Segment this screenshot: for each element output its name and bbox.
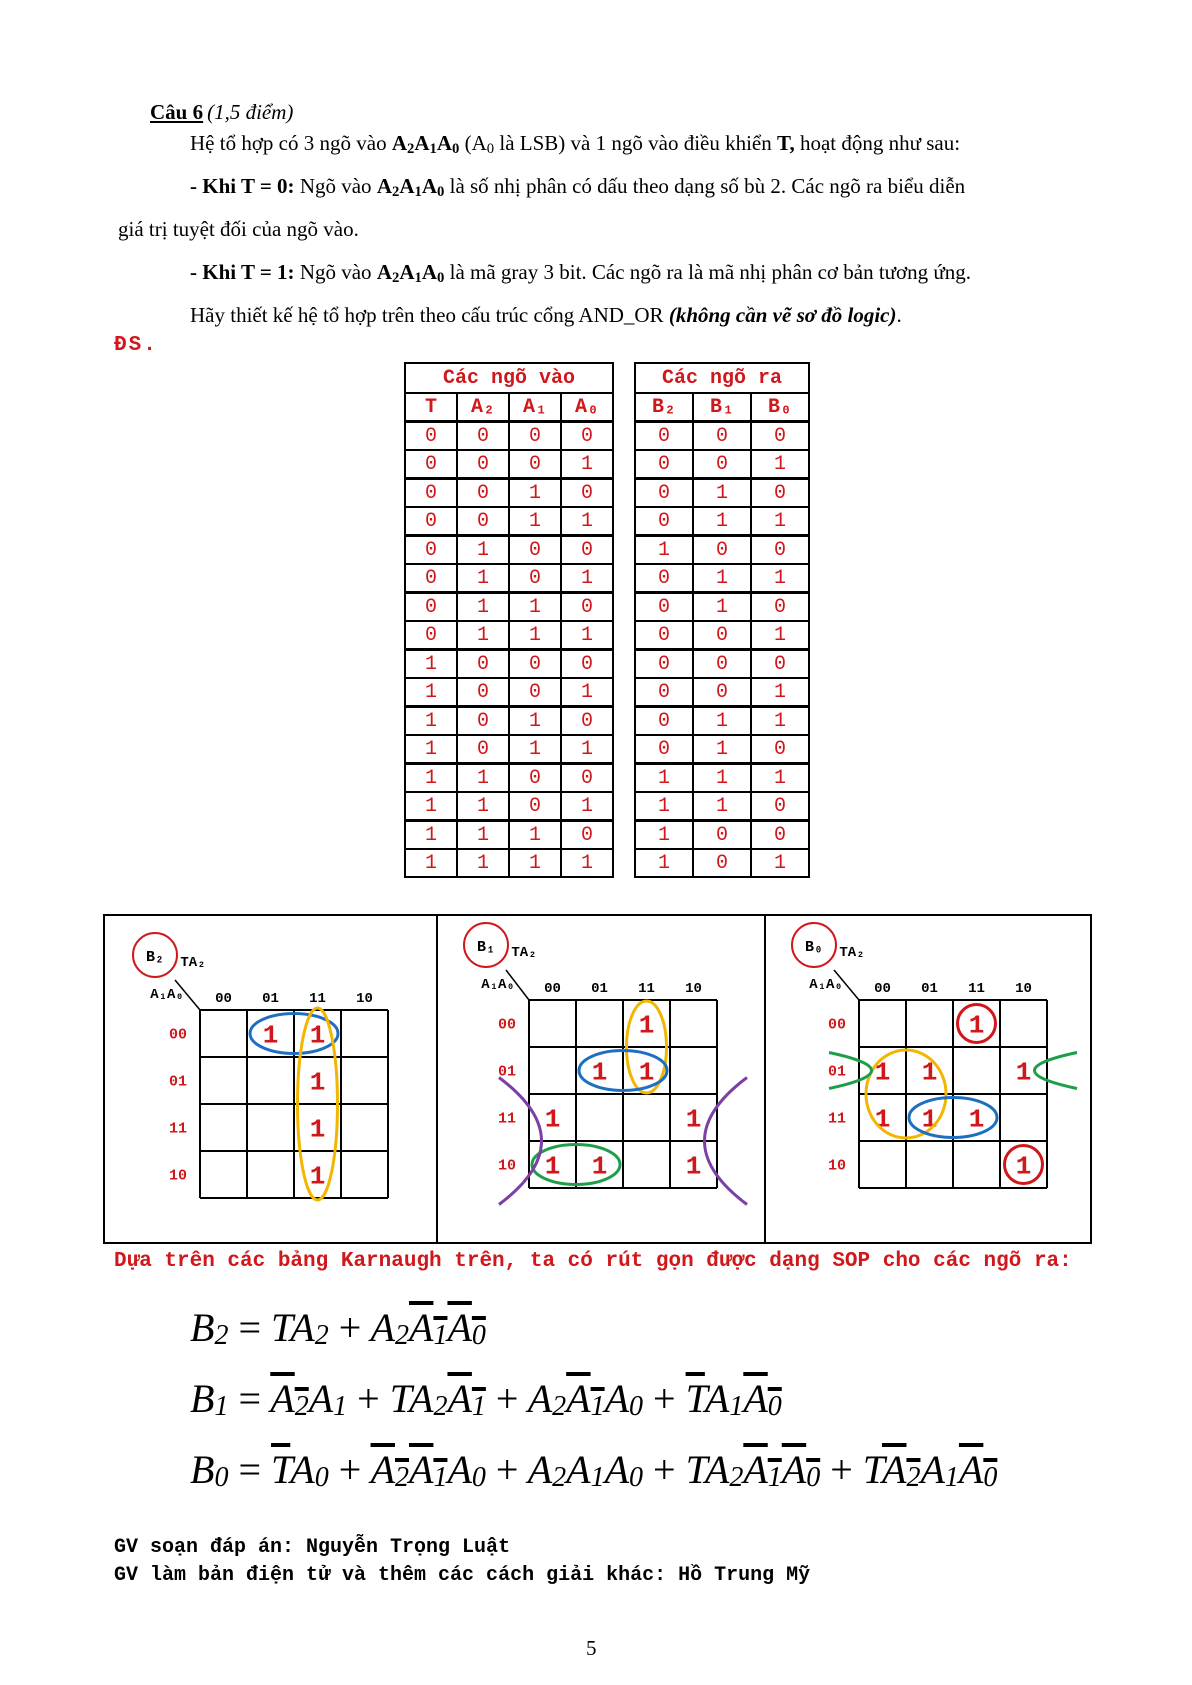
table-cell: 0: [405, 422, 457, 451]
table-cell: 0: [751, 821, 809, 850]
table-cell: 0: [635, 450, 693, 479]
table-cell: 0: [509, 536, 561, 565]
table-row: [405, 764, 809, 793]
case-t0: - Khi T = 0: Ngõ vào $A_2A_1A_0$ là số nhị phân có dấu theo dạng số bù 2. Các ngõ ra biểu diễn: [190, 174, 966, 200]
table-cell: 1: [561, 735, 613, 764]
kmap-row-var: A₁A₀: [481, 977, 515, 993]
kmap-row-label: 00: [168, 1026, 188, 1044]
group-wrap-arc: [1035, 1053, 1078, 1089]
table-cell: 1: [635, 821, 693, 850]
kmap-row-label: 01: [168, 1073, 188, 1091]
kmap-output-label: B₂: [145, 949, 165, 966]
table-row: [405, 564, 809, 593]
kmap-one: 1: [968, 1010, 985, 1041]
kmap-row-label: 11: [827, 1110, 847, 1128]
table-cell: 0: [693, 536, 751, 565]
kmap-one: 1: [309, 1020, 326, 1051]
table-cell: 1: [405, 650, 457, 679]
col-header: B₂: [635, 393, 693, 422]
table-cell: 1: [635, 792, 693, 821]
table-cell: 0: [561, 536, 613, 565]
case-t0-cont: giá trị tuyệt đối của ngõ vào.: [118, 217, 359, 241]
table-cell: 1: [693, 479, 751, 508]
table-cell: 0: [635, 678, 693, 707]
table-cell: 0: [635, 735, 693, 764]
table-cell: 0: [635, 593, 693, 622]
table-cell: 1: [561, 792, 613, 821]
table-cell: 1: [561, 450, 613, 479]
table-cell: 0: [405, 507, 457, 536]
table-cell: 0: [509, 678, 561, 707]
table-row: [405, 650, 809, 679]
table-cell: 1: [457, 593, 509, 622]
kmap-row-label: 11: [168, 1120, 188, 1138]
table-cell: 1: [561, 507, 613, 536]
table-cell: 1: [693, 792, 751, 821]
kmap-one: 1: [685, 1151, 702, 1182]
table-cell: 1: [509, 821, 561, 850]
table-row: [405, 735, 809, 764]
table-cell: 1: [561, 678, 613, 707]
table-row: [405, 507, 809, 536]
kmap-one: 1: [591, 1151, 608, 1182]
table-cell: 1: [457, 621, 509, 650]
table-row: [405, 479, 809, 508]
kmap-one: 1: [262, 1020, 279, 1051]
table-row: [405, 849, 809, 877]
table-row: [405, 536, 809, 565]
kmap-one: 1: [685, 1104, 702, 1135]
table-cell: 0: [405, 450, 457, 479]
kmap-one: 1: [309, 1161, 326, 1192]
kmap-col-label: 10: [1015, 981, 1032, 997]
table-cell: 1: [509, 479, 561, 508]
table-cell: 1: [457, 849, 509, 877]
table-cell: 0: [509, 450, 561, 479]
table-cell: 1: [457, 536, 509, 565]
truth-table: [404, 362, 810, 878]
table-cell: 1: [693, 707, 751, 736]
col-header: B₁: [693, 393, 751, 422]
table-cell: 0: [635, 507, 693, 536]
kmap-row-label: 11: [497, 1110, 517, 1128]
kmap-one: 1: [968, 1104, 985, 1135]
kmap-col-label: 10: [685, 981, 702, 997]
kmap-row-label: 00: [497, 1016, 517, 1034]
table-cell: 1: [457, 764, 509, 793]
table-cell: 0: [405, 593, 457, 622]
table-cell: 1: [635, 536, 693, 565]
kmap-svg: [105, 916, 1090, 1242]
kmap-one: 1: [874, 1057, 891, 1088]
table-cell: 0: [751, 536, 809, 565]
table-cell: 0: [635, 564, 693, 593]
equation-b0: $B_0 = \overline{T}A_0 + A_2A_1A_0 + A_2A_1A_0 + TA_2A_1A_0 + TA_2A_1A_0$: [190, 1447, 998, 1493]
table-cell: 0: [509, 422, 561, 451]
table-cell: 1: [751, 707, 809, 736]
table-cell: 0: [561, 593, 613, 622]
table-cell: 0: [635, 422, 693, 451]
table-cell: 1: [509, 593, 561, 622]
table-cell: 1: [561, 564, 613, 593]
table-cell: 0: [693, 678, 751, 707]
col-header: A₁: [509, 393, 561, 422]
table-cell: 0: [693, 849, 751, 877]
kmap-one: 1: [1015, 1057, 1032, 1088]
kmap-col-label: 00: [215, 991, 232, 1007]
table-cell: 0: [405, 621, 457, 650]
credit-line-2: GV làm bản điện tử và thêm các cách giải khác: Hồ Trung Mỹ: [114, 1564, 811, 1587]
table-cell: 1: [561, 621, 613, 650]
page-number: 5: [586, 1636, 597, 1660]
table-cell: 0: [693, 450, 751, 479]
table-cell: 0: [509, 792, 561, 821]
table-cell: 0: [635, 479, 693, 508]
table-cell: 0: [693, 650, 751, 679]
table-cell: 0: [751, 479, 809, 508]
table-cell: 0: [509, 764, 561, 793]
table-cell: 0: [405, 536, 457, 565]
kmap-col-label: 01: [262, 991, 279, 1007]
table-cell: 1: [751, 764, 809, 793]
table-cell: 1: [509, 507, 561, 536]
kmap-col-label: 01: [591, 981, 608, 997]
kmap-col-label: 11: [309, 991, 326, 1007]
col-header: T: [405, 393, 457, 422]
kmap-one: 1: [921, 1104, 938, 1135]
table-cell: 0: [509, 564, 561, 593]
table-cell: 0: [457, 479, 509, 508]
table-cell: 0: [751, 422, 809, 451]
table-cell: 1: [693, 564, 751, 593]
kmap-row-var: A₁A₀: [150, 987, 184, 1003]
kmap-one: 1: [309, 1114, 326, 1145]
table-cell: 1: [405, 707, 457, 736]
kmap-row-var: A₁A₀: [809, 977, 843, 993]
table-cell: 1: [751, 507, 809, 536]
table-cell: 1: [457, 564, 509, 593]
kmap-one: 1: [921, 1057, 938, 1088]
table-cell: 0: [751, 593, 809, 622]
table-cell: 0: [561, 479, 613, 508]
kmap-row-label: 00: [827, 1016, 847, 1034]
task-text: Hãy thiết kế hệ tổ hợp trên theo cấu trúc cổng AND_OR (không cần vẽ sơ đồ logic).: [190, 303, 902, 327]
table-row: [405, 450, 809, 479]
table-cell: 1: [457, 792, 509, 821]
table-cell: 0: [751, 650, 809, 679]
outputs-header: Các ngõ ra: [635, 363, 809, 393]
table-cell: 0: [693, 821, 751, 850]
equation-b2: $B_2 = TA_2 + A_2A_1A_0$: [190, 1305, 486, 1351]
table-row: [405, 678, 809, 707]
question-intro: Hệ tổ hợp có 3 ngõ vào $A_2A_1A_0$ ($A_0$ là LSB) và 1 ngõ vào điều khiển T, hoạt động như sau:: [190, 131, 961, 157]
table-row: [405, 792, 809, 821]
table-row: [405, 593, 809, 622]
table-row: [405, 621, 809, 650]
kmap-row-label: 01: [827, 1063, 847, 1081]
table-cell: 0: [751, 735, 809, 764]
kmap-output-label: B₁: [476, 939, 496, 956]
table-cell: 1: [751, 849, 809, 877]
table-cell: 0: [457, 707, 509, 736]
table-cell: 0: [405, 479, 457, 508]
table-cell: 0: [457, 650, 509, 679]
karnaugh-maps-panel: [103, 914, 1092, 1244]
kmap-one: 1: [638, 1057, 655, 1088]
table-cell: 1: [509, 707, 561, 736]
kmap-col-label: 00: [544, 981, 561, 997]
table-cell: 0: [693, 621, 751, 650]
kmap-row-label: 10: [168, 1167, 188, 1185]
explain-text: Dựa trên các bảng Karnaugh trên, ta có rút gọn được dạng SOP cho các ngõ ra:: [114, 1250, 1072, 1273]
answer-label: ĐS.: [114, 334, 158, 357]
table-cell: 0: [635, 650, 693, 679]
table-cell: 0: [405, 564, 457, 593]
table-cell: 0: [457, 450, 509, 479]
table-cell: 1: [751, 450, 809, 479]
table-cell: 1: [751, 621, 809, 650]
table-cell: 0: [561, 650, 613, 679]
table-cell: 1: [405, 735, 457, 764]
kmap-one: 1: [309, 1067, 326, 1098]
table-cell: 1: [693, 507, 751, 536]
kmap-one: 1: [591, 1057, 608, 1088]
kmap-one: 1: [638, 1010, 655, 1041]
table-cell: 1: [635, 849, 693, 877]
table-cell: 0: [635, 707, 693, 736]
table-cell: 0: [561, 707, 613, 736]
table-cell: 1: [751, 564, 809, 593]
kmap-one: 1: [1015, 1151, 1032, 1182]
inputs-header: Các ngõ vào: [405, 363, 613, 393]
table-cell: 1: [509, 735, 561, 764]
case-t1: - Khi T = 1: Ngõ vào $A_2A_1A_0$ là mã gray 3 bit. Các ngõ ra là mã nhị phân cơ bản tương ứng.: [190, 260, 972, 286]
table-cell: 1: [405, 792, 457, 821]
table-cell: 0: [457, 735, 509, 764]
kmap-col-var: TA₂: [180, 955, 206, 971]
kmap-row-label: 01: [497, 1063, 517, 1081]
kmap-col-var: TA₂: [511, 945, 537, 961]
table-cell: 1: [405, 849, 457, 877]
table-cell: 1: [405, 678, 457, 707]
kmap-col-var: TA₂: [839, 945, 865, 961]
kmap-col-label: 00: [874, 981, 891, 997]
table-cell: 0: [635, 621, 693, 650]
table-cell: 1: [635, 764, 693, 793]
table-row: [405, 707, 809, 736]
table-cell: 1: [693, 735, 751, 764]
col-header: A₀: [561, 393, 613, 422]
table-cell: 0: [457, 422, 509, 451]
kmap-col-label: 01: [921, 981, 938, 997]
table-cell: 0: [561, 764, 613, 793]
kmap-col-label: 10: [356, 991, 373, 1007]
table-cell: 0: [561, 821, 613, 850]
table-cell: 1: [405, 764, 457, 793]
equation-b1: $B_1 = A_2A_1 + TA_2A_1 + A_2A_1A_0 + \overline{T}A_1A_0$: [190, 1376, 782, 1422]
table-cell: 1: [405, 821, 457, 850]
kmap-col-label: 11: [638, 981, 655, 997]
col-header: A₂: [457, 393, 509, 422]
table-cell: 1: [693, 764, 751, 793]
table-cell: 0: [751, 792, 809, 821]
table-cell: 1: [509, 621, 561, 650]
table-cell: 1: [457, 821, 509, 850]
table-cell: 1: [561, 849, 613, 877]
table-cell: 0: [693, 422, 751, 451]
kmap-row-label: 10: [497, 1157, 517, 1175]
table-cell: 0: [457, 507, 509, 536]
table-cell: 0: [561, 422, 613, 451]
table-row: [405, 422, 809, 451]
kmap-one: 1: [544, 1104, 561, 1135]
table-cell: 0: [509, 650, 561, 679]
table-cell: 1: [509, 849, 561, 877]
table-cell: 1: [751, 678, 809, 707]
col-header: B₀: [751, 393, 809, 422]
question-title: Câu 6 (1,5 điểm): [150, 100, 294, 124]
kmap-one: 1: [874, 1104, 891, 1135]
table-cell: 1: [693, 593, 751, 622]
kmap-one: 1: [544, 1151, 561, 1182]
table-cell: 0: [457, 678, 509, 707]
credit-line-1: GV soạn đáp án: Nguyễn Trọng Luật: [114, 1536, 511, 1559]
kmap-col-label: 11: [968, 981, 985, 997]
table-row: [405, 821, 809, 850]
kmap-output-label: B₀: [804, 939, 824, 956]
kmap-row-label: 10: [827, 1157, 847, 1175]
